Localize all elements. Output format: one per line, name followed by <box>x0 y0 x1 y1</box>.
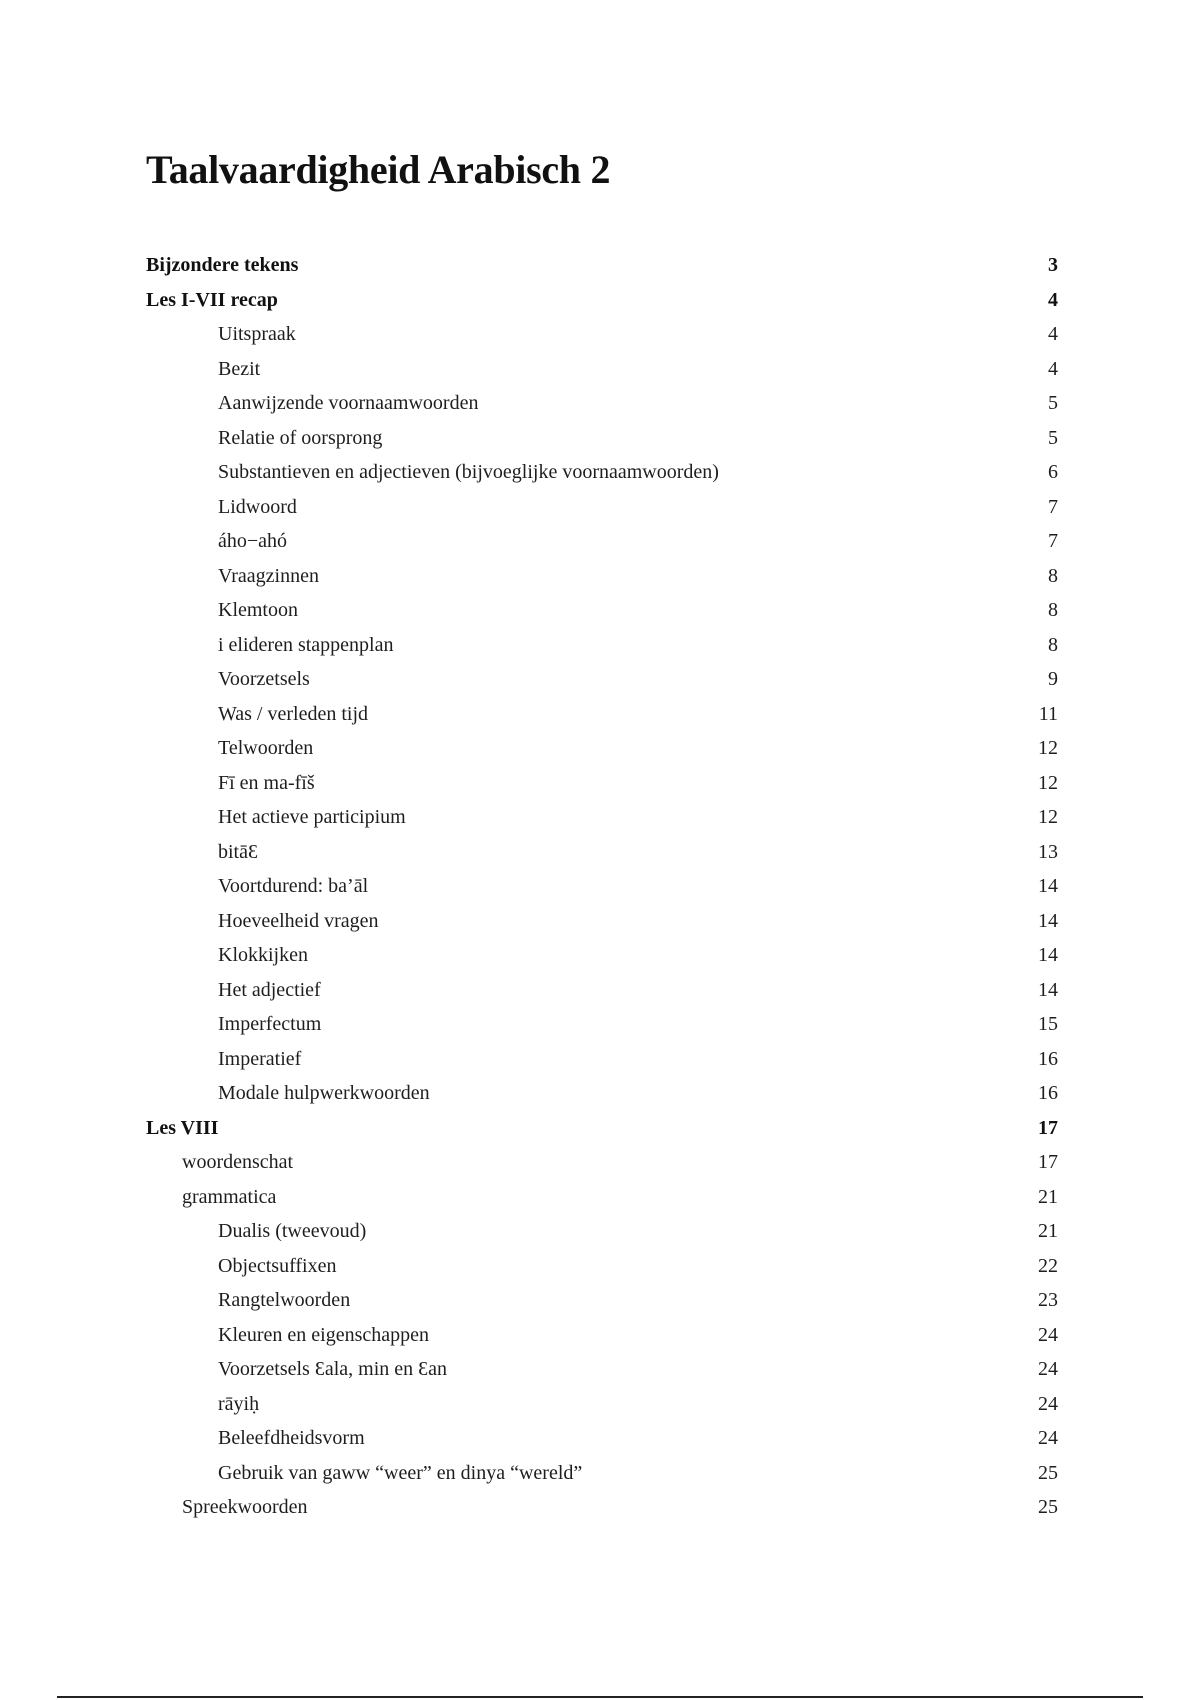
toc-topic-entry[interactable] <box>146 628 1058 663</box>
toc-entry-page-number: 8 <box>1048 599 1058 621</box>
toc-entry-label: Was / verleden tijd <box>218 702 369 725</box>
toc-entry-label: Relatie of oorsprong <box>218 426 383 449</box>
toc-entry-label: Bezit <box>218 357 261 380</box>
toc-entry-label: Uitspraak <box>218 323 296 345</box>
toc-topic-entry[interactable] <box>146 904 1058 939</box>
toc-entry-label: Gebruik van gaww “weer” en dinya “wereld” <box>218 1461 583 1484</box>
toc-entry-label: Imperfectum <box>218 1013 322 1035</box>
toc-topic-entry[interactable] <box>146 973 1058 1008</box>
toc-entry-page-number: 21 <box>1038 1185 1058 1208</box>
toc-topic-entry[interactable] <box>146 731 1058 766</box>
toc-topic-entry[interactable] <box>146 317 1058 352</box>
toc-entry-label: Het actieve participium <box>218 806 406 828</box>
toc-entry-page-number: 16 <box>1038 1082 1058 1104</box>
toc-entry-page-number: 6 <box>1048 461 1058 483</box>
toc-entry-label: áho−ahó <box>218 530 288 552</box>
toc-entry-page-number: 9 <box>1048 668 1058 690</box>
toc-topic-entry[interactable] <box>146 455 1058 490</box>
toc-topic-entry[interactable] <box>146 386 1058 421</box>
toc-topic-entry[interactable] <box>146 1456 1058 1491</box>
toc-topic-entry[interactable] <box>146 697 1058 732</box>
toc-entry-page-number: 24 <box>1038 1358 1058 1380</box>
toc-subsection-entry[interactable] <box>146 1180 1058 1215</box>
toc-topic-entry[interactable] <box>146 938 1058 973</box>
toc-entry-label: Lidwoord <box>218 495 297 518</box>
toc-entry-page-number: 17 <box>1038 1116 1058 1139</box>
toc-entry-label: Voorzetsels Ɛala, min en Ɛan <box>218 1358 448 1380</box>
footer-divider <box>57 1696 1143 1698</box>
toc-entry-label: Dualis (tweevoud) <box>218 1220 367 1242</box>
toc-entry-page-number: 7 <box>1048 530 1058 552</box>
toc-entry-page-number: 22 <box>1038 1254 1058 1277</box>
toc-entry-page-number: 12 <box>1038 806 1058 828</box>
toc-topic-entry[interactable] <box>146 1249 1058 1284</box>
toc-entry-page-number: 3 <box>1048 254 1058 276</box>
toc-entry-label: bitāƐ <box>218 840 259 863</box>
toc-entry-label: Voorzetsels <box>218 668 310 690</box>
toc-entry-page-number: 14 <box>1038 909 1058 932</box>
toc-section-entry[interactable] <box>146 248 1058 283</box>
toc-entry-page-number: 7 <box>1048 495 1058 518</box>
toc-subsection-entry[interactable] <box>146 1490 1058 1525</box>
toc-topic-entry[interactable] <box>146 524 1058 559</box>
toc-entry-label: Aanwijzende voornaamwoorden <box>218 392 479 414</box>
table-of-contents <box>146 248 1058 1525</box>
toc-entry-label: Klokkijken <box>218 944 308 966</box>
toc-entry-page-number: 12 <box>1038 771 1058 794</box>
toc-topic-entry[interactable] <box>146 421 1058 456</box>
toc-topic-entry[interactable] <box>146 869 1058 904</box>
toc-entry-page-number: 4 <box>1048 323 1058 345</box>
toc-entry-page-number: 25 <box>1038 1461 1058 1484</box>
toc-entry-label: Beleefdheidsvorm <box>218 1427 365 1449</box>
toc-entry-page-number: 8 <box>1048 633 1058 656</box>
toc-entry-page-number: 24 <box>1038 1427 1058 1449</box>
toc-entry-page-number: 15 <box>1038 1013 1058 1035</box>
toc-entry-label: woordenschat <box>182 1151 294 1173</box>
toc-entry-label: Modale hulpwerkwoorden <box>218 1082 430 1104</box>
toc-entry-label: Hoeveelheid vragen <box>218 909 379 932</box>
toc-entry-page-number: 11 <box>1038 702 1058 725</box>
toc-entry-page-number: 14 <box>1038 875 1058 897</box>
toc-entry-page-number: 24 <box>1038 1323 1058 1346</box>
toc-entry-label: Kleuren en eigenschappen <box>218 1323 430 1346</box>
toc-topic-entry[interactable] <box>146 835 1058 870</box>
toc-entry-label: Voortdurend: ba’āl <box>218 875 369 897</box>
toc-entry-label: Bijzondere tekens <box>146 254 299 276</box>
toc-entry-page-number: 24 <box>1038 1392 1058 1415</box>
toc-entry-label: Vraagzinnen <box>218 564 319 587</box>
page-title: Taalvaardigheid Arabisch 2 <box>146 147 611 192</box>
toc-entry-label: i elideren stappenplan <box>218 633 394 656</box>
toc-entry-label: Imperatief <box>218 1047 302 1070</box>
toc-topic-entry[interactable] <box>146 662 1058 697</box>
toc-topic-entry[interactable] <box>146 1421 1058 1456</box>
toc-topic-entry[interactable] <box>146 1387 1058 1422</box>
toc-entry-label: Objectsuffixen <box>218 1254 337 1277</box>
toc-topic-entry[interactable] <box>146 559 1058 594</box>
toc-topic-entry[interactable] <box>146 1283 1058 1318</box>
toc-topic-entry[interactable] <box>146 593 1058 628</box>
toc-entry-label: Rangtelwoorden <box>218 1289 351 1311</box>
toc-topic-entry[interactable] <box>146 800 1058 835</box>
toc-entry-label: Fī en ma-fīš <box>218 771 315 794</box>
toc-entry-page-number: 5 <box>1048 426 1058 449</box>
toc-entry-label: Het adjectief <box>218 978 321 1001</box>
toc-subsection-entry[interactable] <box>146 1145 1058 1180</box>
toc-entry-page-number: 12 <box>1038 737 1058 759</box>
toc-entry-page-number: 14 <box>1038 978 1058 1001</box>
toc-entry-page-number: 4 <box>1048 357 1058 380</box>
toc-entry-label: grammatica <box>182 1185 277 1208</box>
toc-entry-label: Les I-VII recap <box>146 288 278 311</box>
toc-topic-entry[interactable] <box>146 1007 1058 1042</box>
toc-entry-page-number: 14 <box>1038 944 1058 966</box>
toc-entry-label: Spreekwoorden <box>182 1496 308 1518</box>
toc-section-entry[interactable] <box>146 1111 1058 1146</box>
toc-entry-page-number: 25 <box>1038 1496 1058 1518</box>
toc-entry-page-number: 8 <box>1048 564 1058 587</box>
toc-entry-page-number: 23 <box>1038 1289 1058 1311</box>
toc-topic-entry[interactable] <box>146 1318 1058 1353</box>
toc-entry-label: Klemtoon <box>218 599 298 621</box>
toc-entry-page-number: 5 <box>1048 392 1058 414</box>
toc-entry-page-number: 4 <box>1048 288 1058 311</box>
toc-entry-page-number: 16 <box>1038 1047 1058 1070</box>
toc-entry-label: Telwoorden <box>218 737 314 759</box>
toc-entry-label: Les VIII <box>146 1116 219 1139</box>
toc-topic-entry[interactable] <box>146 490 1058 525</box>
toc-section-entry[interactable] <box>146 283 1058 318</box>
toc-entry-page-number: 17 <box>1038 1151 1058 1173</box>
toc-entry-page-number: 13 <box>1038 840 1058 863</box>
toc-entry-label: rāyiḥ <box>218 1392 260 1415</box>
toc-topic-entry[interactable] <box>146 1352 1058 1387</box>
toc-topic-entry[interactable] <box>146 352 1058 387</box>
toc-topic-entry[interactable] <box>146 1076 1058 1111</box>
toc-topic-entry[interactable] <box>146 1042 1058 1077</box>
toc-entry-label: Substantieven en adjectieven (bijvoeglijke voornaamwoorden) <box>218 461 719 483</box>
toc-topic-entry[interactable] <box>146 1214 1058 1249</box>
toc-topic-entry[interactable] <box>146 766 1058 801</box>
toc-entry-page-number: 21 <box>1038 1220 1058 1242</box>
